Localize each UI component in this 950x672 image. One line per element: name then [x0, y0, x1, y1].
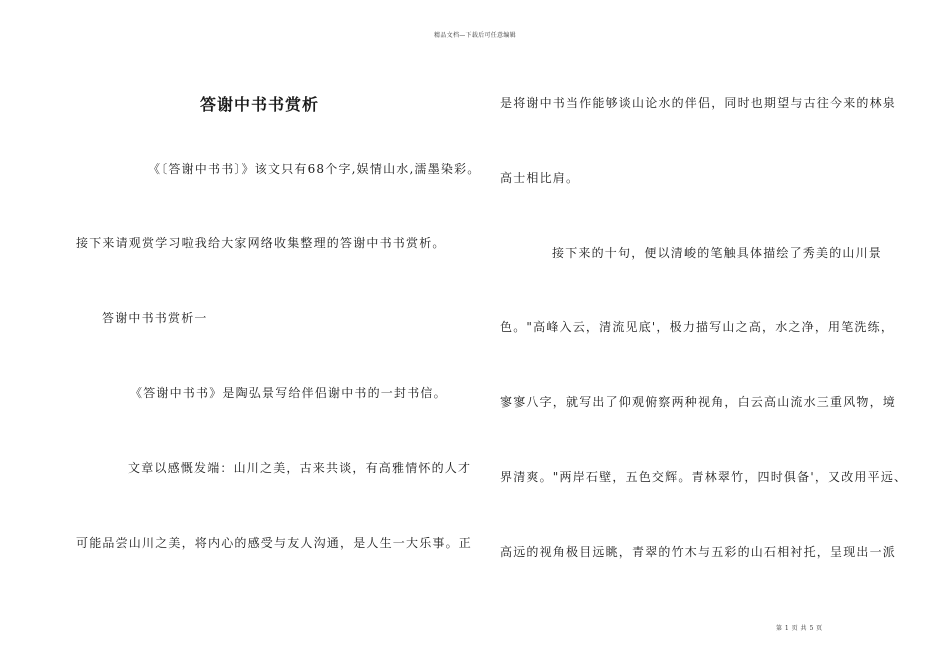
- paragraph-line: 《〔答谢中书书〕》该文只有68个字,娱情山水,濡墨染彩。: [148, 162, 481, 176]
- paragraph-line: 《答谢中书书》是陶弘景写给伴侣谢中书的一封书信。: [130, 386, 447, 400]
- paragraph-line: 色。"高峰入云，清流见底'，极力描写山之高，水之净，用笔洗练，: [500, 320, 895, 334]
- paragraph-line: 接下来请观赏学习啦我给大家网络收集整理的答谢中书书赏析。: [76, 236, 446, 250]
- paragraph-line: 接下来的十句，便以清峻的笔触具体描绘了秀美的山川景: [552, 246, 883, 260]
- section-heading: 答谢中书书赏析一: [102, 311, 208, 325]
- page-header: 精品文档—下载后可任意编辑: [434, 32, 516, 39]
- paragraph-line: 寥寥八字，就写出了仰观俯察两种视角，白云高山流水三重风物，境: [500, 395, 897, 409]
- paragraph-line: 文章以感慨发端：山川之美，古来共谈，有高雅情怀的人才: [128, 461, 472, 475]
- paragraph-line: 高士相比肩。: [500, 171, 580, 185]
- paragraph-line: 高远的视角极目远眺，青翠的竹木与五彩的山石相衬托，呈现出一派: [500, 545, 897, 559]
- article-title: 答谢中书书赏析: [200, 95, 320, 114]
- paragraph-line: 界清爽。"两岸石壁，五色交辉。青林翠竹，四时俱备'，又改用平远、: [500, 470, 908, 484]
- paragraph-line: 可能品尝山川之美，将内心的感受与友人沟通，是人生一大乐事。正: [76, 536, 473, 550]
- paragraph-line: 是将谢中书当作能够谈山论水的伴侣，同时也期望与古往今来的林泉: [500, 96, 897, 110]
- page-number: 第 1 页 共 5 页: [776, 625, 823, 632]
